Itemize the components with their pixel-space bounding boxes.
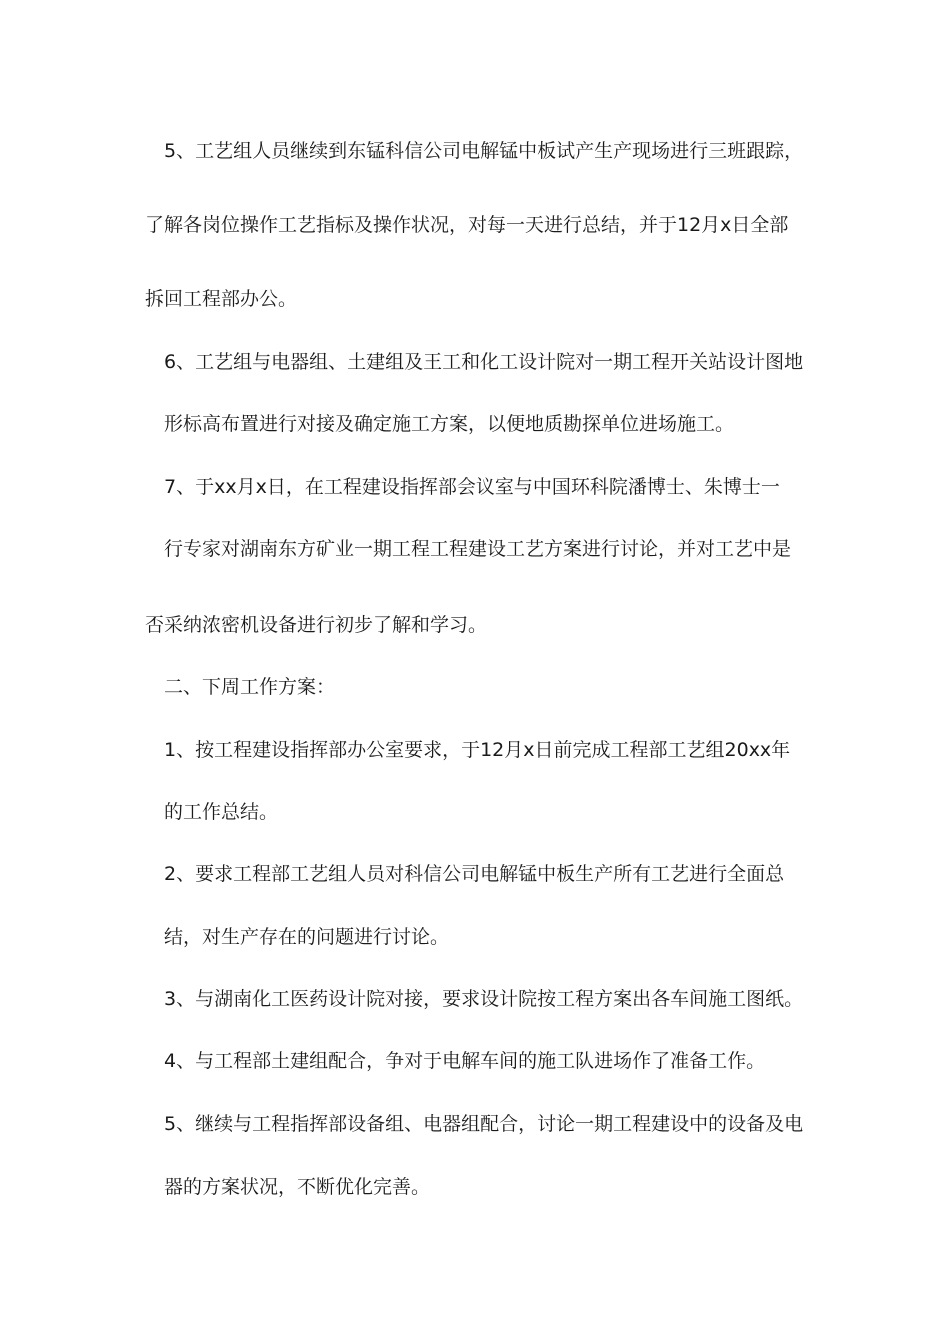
paragraph-line: 的工作总结。 (164, 801, 279, 823)
paragraph-line: 了解各岗位操作工艺指标及操作状况，对每一天进行总结，并于12月x日全部 (145, 214, 789, 236)
paragraph-line: 6、工艺组与电器组、土建组及王工和化工设计院对一期工程开关站设计图地 (164, 351, 804, 373)
paragraph-line: 否采纳浓密机设备进行初步了解和学习。 (145, 614, 488, 636)
paragraph-line: 拆回工程部办公。 (145, 288, 298, 310)
paragraph-line: 4、与工程部土建组配合，争对于电解车间的施工队进场作了准备工作。 (164, 1050, 766, 1072)
paragraph-line: 行专家对湖南东方矿业一期工程工程建设工艺方案进行讨论，并对工艺中是 (164, 538, 792, 560)
paragraph-line: 5、继续与工程指挥部设备组、电器组配合，讨论一期工程建设中的设备及电 (164, 1113, 804, 1135)
paragraph-line: 结，对生产存在的问题进行讨论。 (164, 926, 450, 948)
paragraph-line: 器的方案状况，不断优化完善。 (164, 1176, 431, 1198)
paragraph-line: 1、按工程建设指挥部办公室要求，于12月x日前完成工程部工艺组20xx年 (164, 739, 791, 761)
paragraph-line: 3、与湖南化工医药设计院对接，要求设计院按工程方案出各车间施工图纸。 (164, 988, 804, 1010)
paragraph-line: 7、于xx月x日，在工程建设指挥部会议室与中国环科院潘博士、朱博士一 (164, 476, 780, 498)
paragraph-line: 2、要求工程部工艺组人员对科信公司电解锰中板生产所有工艺进行全面总 (164, 863, 785, 885)
section-heading: 二、下周工作方案： (164, 676, 336, 698)
paragraph-line: 形标高布置进行对接及确定施工方案，以便地质勘探单位进场施工。 (164, 413, 735, 435)
paragraph-line: 5、工艺组人员继续到东锰科信公司电解锰中板试产生产现场进行三班跟踪， (164, 140, 804, 162)
